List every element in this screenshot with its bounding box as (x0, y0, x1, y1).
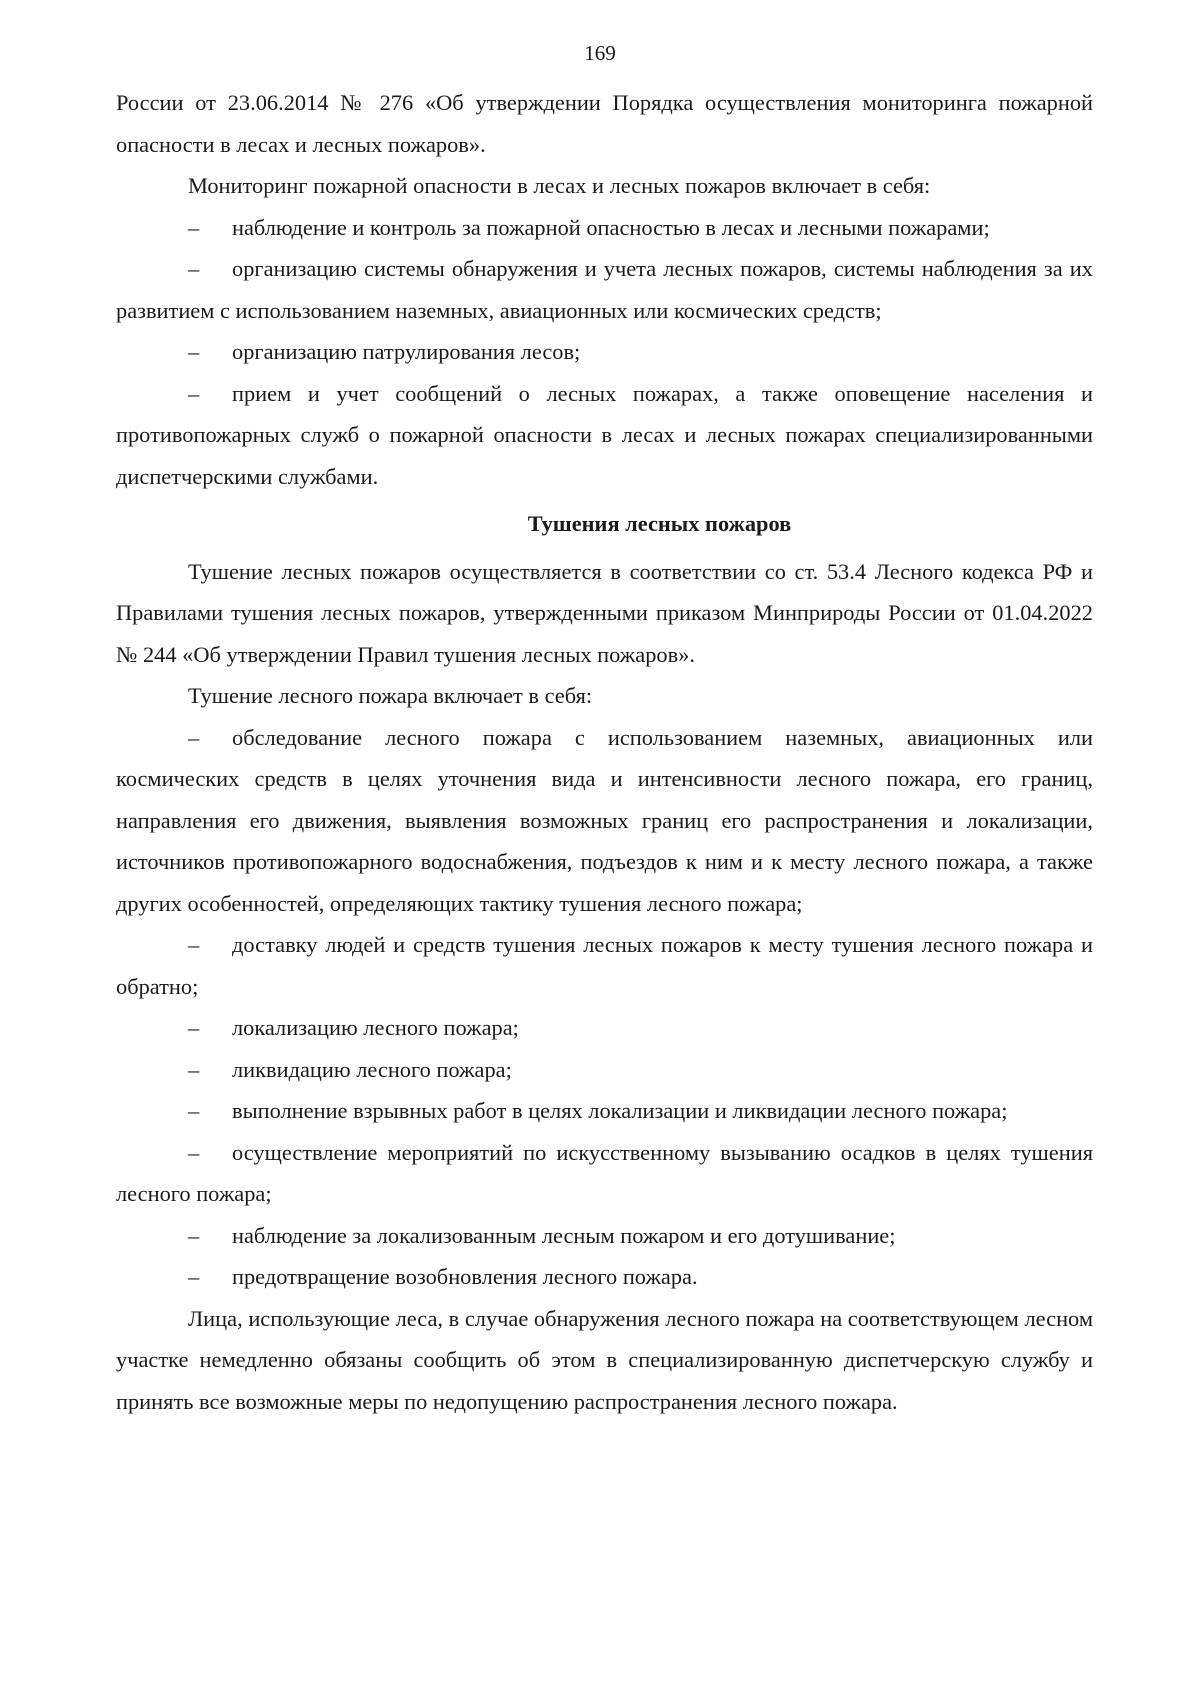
list-item-text: доставку людей и средств тушения лесных пожаров к месту тушения лесного пожара и обратно; (116, 932, 1093, 999)
page-number: 169 (584, 41, 616, 65)
list-dash: – (188, 256, 200, 281)
paragraph-monitoring-intro: Мониторинг пожарной опасности в лесах и лесных пожаров включает в себя: (188, 173, 931, 198)
list-dash: – (188, 1056, 200, 1082)
list-item (116, 1049, 1093, 1091)
list-dash: – (188, 1264, 200, 1289)
list-dash: – (188, 932, 200, 957)
list-item-text: предотвращение возобновления лесного пожара. (232, 1264, 698, 1289)
list-dash: – (188, 380, 200, 406)
list-dash: – (188, 1139, 200, 1165)
list-dash: – (188, 339, 200, 364)
list-item-text: организацию системы обнаружения и учета лесных пожаров, системы наблюдения за их развитием с использованием наземных, авиационных или космических средств; (116, 256, 1093, 323)
list-item (116, 1090, 1093, 1132)
list-item (116, 1256, 1093, 1298)
list-item-text: выполнение взрывных работ в целях локализации и ликвидации лесного пожара; (232, 1098, 1008, 1123)
paragraph-suppression-intro: Тушение лесного пожара включает в себя: (188, 683, 593, 708)
list-item-text: обследование лесного пожара с использованием наземных, авиационных или космических средств в целях уточнения вида и интенсивности лесного пожара, его границ, направления его движения, выявления возможных границ его распространения и локализации, источников противопожарного водоснабжения, подъездов к ним и к месту лесного пожара, а также других особенностей, определяющих тактику тушения лесного пожара; (116, 724, 1093, 916)
list-item (116, 207, 1093, 249)
list-dash: – (188, 1098, 200, 1123)
list-item-text: организацию патрулирования лесов; (232, 339, 581, 364)
section-heading: Тушения лесных пожаров (527, 511, 792, 536)
list-item-text: локализацию лесного пожара; (232, 1015, 519, 1040)
list-item (116, 331, 1093, 373)
list-item (116, 717, 1093, 925)
list-item (116, 1215, 1093, 1257)
list-item (116, 924, 1093, 1007)
list-dash: – (188, 724, 200, 750)
list-dash: – (188, 1015, 200, 1040)
paragraph-suppression-basis: Тушение лесных пожаров осуществляется в соответствии со ст. 53.4 Лесного кодекса РФ и Правилами тушения лесных пожаров, утвержденными приказом Минприроды России от 01.04.2022 № 244 «Об утверждении Правил тушения лесных пожаров». (116, 558, 1093, 667)
list-dash: – (188, 1222, 200, 1248)
list-item (116, 373, 1093, 498)
paragraph-forest-users: Лица, использующие леса, в случае обнаружения лесного пожара на соответствующем лесном участке немедленно обязаны сообщить об этом в специализированную диспетчерскую службу и принять все возможные меры по недопущению распространения лесного пожара. (116, 1305, 1093, 1414)
list-dash: – (188, 214, 200, 240)
list-item (116, 1007, 1093, 1049)
list-item-text: осуществление мероприятий по искусственному вызыванию осадков в целях тушения лесного пожара; (116, 1139, 1093, 1206)
list-item-text: ликвидацию лесного пожара; (232, 1056, 512, 1082)
list-item-text: прием и учет сообщений о лесных пожарах, а также оповещение населения и противопожарных служб о пожарной опасности в лесах и лесных пожарах специализированными диспетчерскими службами. (116, 380, 1093, 489)
list-item-text: наблюдение и контроль за пожарной опасностью в лесах и лесными пожарами; (232, 214, 990, 240)
document-body (116, 82, 1093, 1422)
paragraph-continuation: России от 23.06.2014 № 276 «Об утверждении Порядка осуществления мониторинга пожарной опасности в лесах и лесных пожаров». (116, 90, 1093, 157)
list-item-text: наблюдение за локализованным лесным пожаром и его дотушивание; (232, 1222, 896, 1248)
list-item (116, 1132, 1093, 1215)
list-item (116, 248, 1093, 331)
